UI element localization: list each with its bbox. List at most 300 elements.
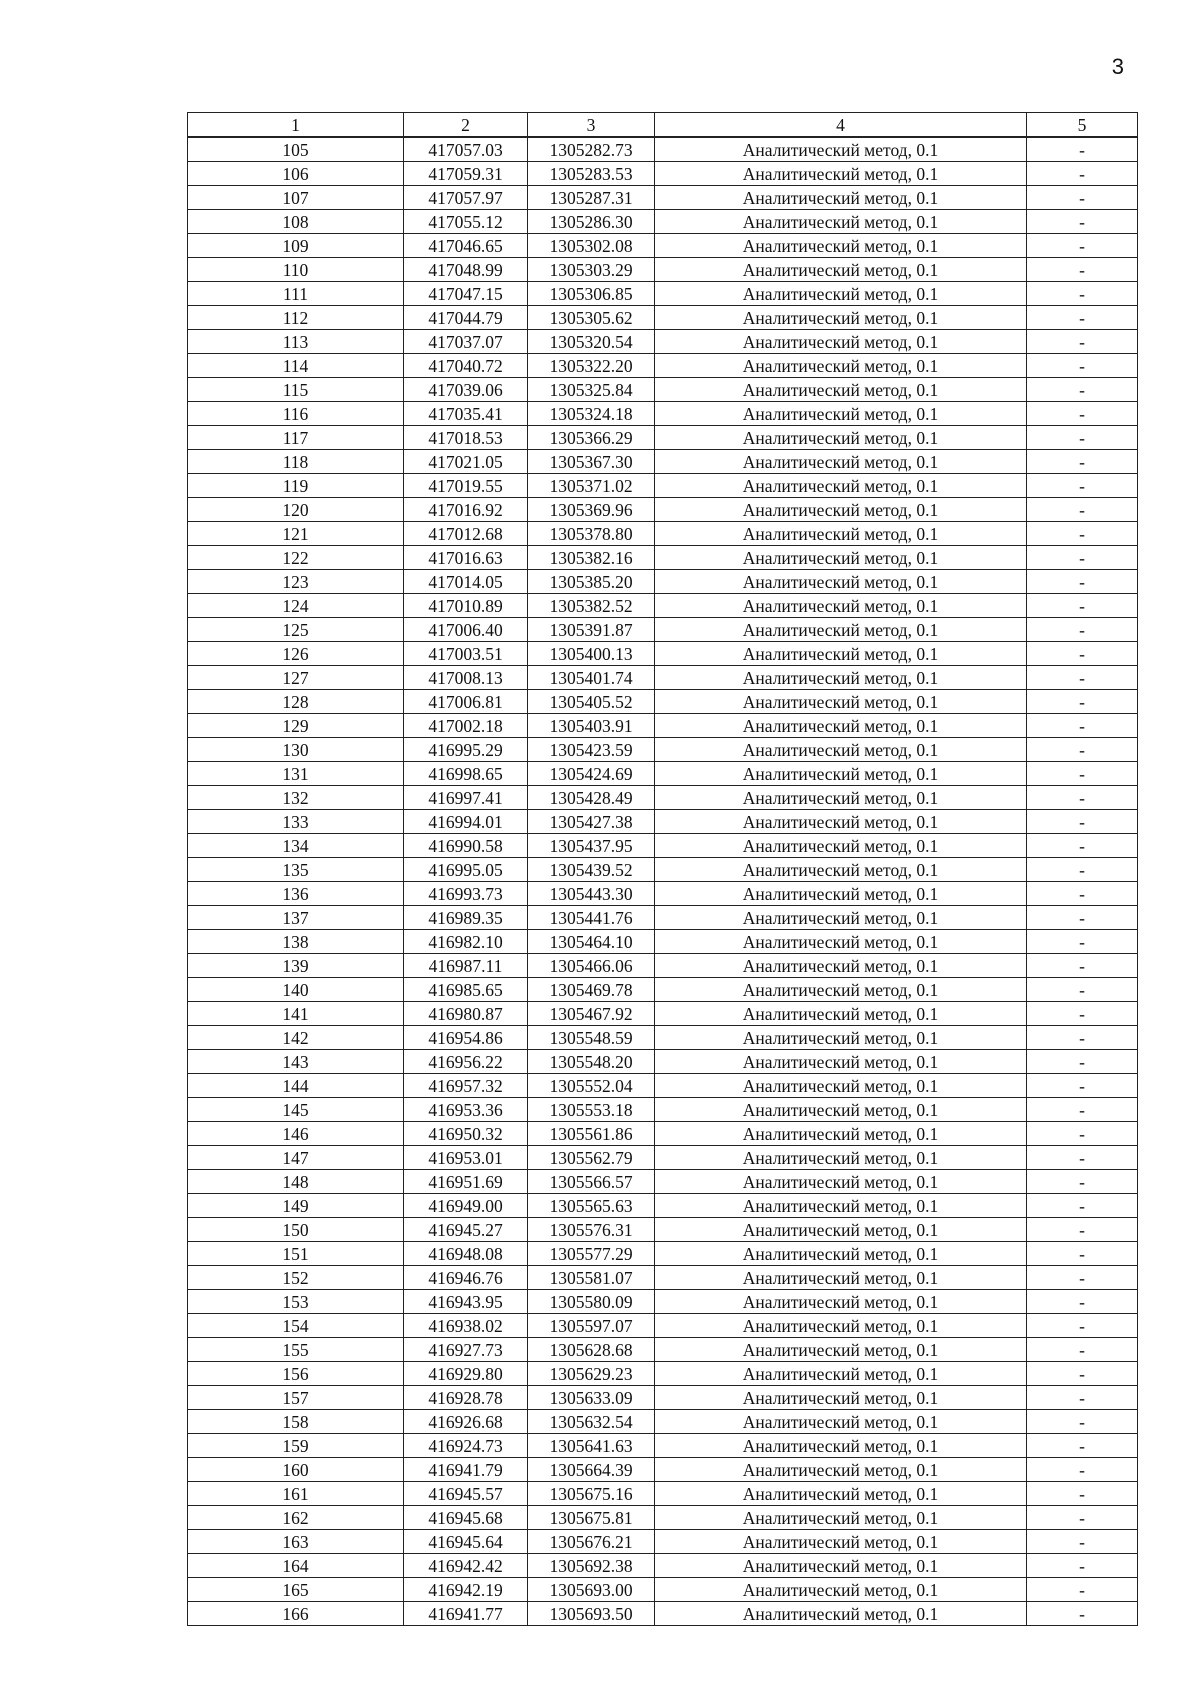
x-coordinate-cell: 417006.40 <box>404 618 528 642</box>
table-row <box>188 1266 1138 1290</box>
point-number-cell: 123 <box>188 570 404 594</box>
method-cell: Аналитический метод, 0.1 <box>655 258 1027 282</box>
point-number-cell: 124 <box>188 594 404 618</box>
point-number-cell: 136 <box>188 882 404 906</box>
method-cell: Аналитический метод, 0.1 <box>655 498 1027 522</box>
note-cell: - <box>1027 1386 1138 1410</box>
y-coordinate-cell: 1305443.30 <box>528 882 655 906</box>
point-number-cell: 137 <box>188 906 404 930</box>
point-number-cell: 146 <box>188 1122 404 1146</box>
table-row <box>188 258 1138 282</box>
note-cell: - <box>1027 1506 1138 1530</box>
y-coordinate-cell: 1305641.63 <box>528 1434 655 1458</box>
note-cell: - <box>1027 1218 1138 1242</box>
method-cell: Аналитический метод, 0.1 <box>655 1050 1027 1074</box>
y-coordinate-cell: 1305675.16 <box>528 1482 655 1506</box>
method-cell: Аналитический метод, 0.1 <box>655 1170 1027 1194</box>
point-number-cell: 149 <box>188 1194 404 1218</box>
point-number-cell: 143 <box>188 1050 404 1074</box>
table-row <box>188 1362 1138 1386</box>
x-coordinate-cell: 416995.29 <box>404 738 528 762</box>
table-row <box>188 1482 1138 1506</box>
point-number-cell: 156 <box>188 1362 404 1386</box>
y-coordinate-cell: 1305369.96 <box>528 498 655 522</box>
table-row <box>188 306 1138 330</box>
point-number-cell: 109 <box>188 234 404 258</box>
y-coordinate-cell: 1305385.20 <box>528 570 655 594</box>
note-cell: - <box>1027 498 1138 522</box>
note-cell: - <box>1027 162 1138 186</box>
point-number-cell: 155 <box>188 1338 404 1362</box>
note-cell: - <box>1027 137 1138 162</box>
method-cell: Аналитический метод, 0.1 <box>655 594 1027 618</box>
point-number-cell: 112 <box>188 306 404 330</box>
point-number-cell: 150 <box>188 1218 404 1242</box>
method-cell: Аналитический метод, 0.1 <box>655 786 1027 810</box>
y-coordinate-cell: 1305664.39 <box>528 1458 655 1482</box>
note-cell: - <box>1027 450 1138 474</box>
x-coordinate-cell: 417046.65 <box>404 234 528 258</box>
method-cell: Аналитический метод, 0.1 <box>655 522 1027 546</box>
x-coordinate-cell: 416980.87 <box>404 1002 528 1026</box>
table-row <box>188 1242 1138 1266</box>
x-coordinate-cell: 417047.15 <box>404 282 528 306</box>
point-number-cell: 125 <box>188 618 404 642</box>
header-row <box>188 113 1138 138</box>
y-coordinate-cell: 1305466.06 <box>528 954 655 978</box>
point-number-cell: 108 <box>188 210 404 234</box>
x-coordinate-cell: 416956.22 <box>404 1050 528 1074</box>
x-coordinate-cell: 417040.72 <box>404 354 528 378</box>
x-coordinate-cell: 416943.95 <box>404 1290 528 1314</box>
table-row <box>188 498 1138 522</box>
y-coordinate-cell: 1305287.31 <box>528 186 655 210</box>
table-row <box>188 522 1138 546</box>
method-cell: Аналитический метод, 0.1 <box>655 930 1027 954</box>
table-row <box>188 1026 1138 1050</box>
method-cell: Аналитический метод, 0.1 <box>655 1386 1027 1410</box>
y-coordinate-cell: 1305366.29 <box>528 426 655 450</box>
note-cell: - <box>1027 234 1138 258</box>
y-coordinate-cell: 1305324.18 <box>528 402 655 426</box>
table-row <box>188 882 1138 906</box>
x-coordinate-cell: 417037.07 <box>404 330 528 354</box>
page-number: 3 <box>1111 54 1124 79</box>
x-coordinate-cell: 417010.89 <box>404 594 528 618</box>
note-cell: - <box>1027 210 1138 234</box>
y-coordinate-cell: 1305553.18 <box>528 1098 655 1122</box>
method-cell: Аналитический метод, 0.1 <box>655 714 1027 738</box>
note-cell: - <box>1027 1050 1138 1074</box>
point-number-cell: 148 <box>188 1170 404 1194</box>
x-coordinate-cell: 417057.97 <box>404 186 528 210</box>
x-coordinate-cell: 416998.65 <box>404 762 528 786</box>
x-coordinate-cell: 417021.05 <box>404 450 528 474</box>
point-number-cell: 138 <box>188 930 404 954</box>
point-number-cell: 119 <box>188 474 404 498</box>
table-row <box>188 570 1138 594</box>
point-number-cell: 114 <box>188 354 404 378</box>
note-cell: - <box>1027 594 1138 618</box>
method-cell: Аналитический метод, 0.1 <box>655 1290 1027 1314</box>
method-cell: Аналитический метод, 0.1 <box>655 282 1027 306</box>
column-header-5: 5 <box>1027 113 1138 138</box>
table-row <box>188 1290 1138 1314</box>
note-cell: - <box>1027 786 1138 810</box>
method-cell: Аналитический метод, 0.1 <box>655 1506 1027 1530</box>
column-header-3: 3 <box>528 113 655 138</box>
y-coordinate-cell: 1305437.95 <box>528 834 655 858</box>
y-coordinate-cell: 1305576.31 <box>528 1218 655 1242</box>
method-cell: Аналитический метод, 0.1 <box>655 1002 1027 1026</box>
method-cell: Аналитический метод, 0.1 <box>655 1578 1027 1602</box>
note-cell: - <box>1027 1554 1138 1578</box>
note-cell: - <box>1027 1170 1138 1194</box>
note-cell: - <box>1027 1074 1138 1098</box>
method-cell: Аналитический метод, 0.1 <box>655 378 1027 402</box>
method-cell: Аналитический метод, 0.1 <box>655 426 1027 450</box>
table-row <box>188 618 1138 642</box>
column-header-2: 2 <box>404 113 528 138</box>
table-row <box>188 1122 1138 1146</box>
y-coordinate-cell: 1305580.09 <box>528 1290 655 1314</box>
y-coordinate-cell: 1305552.04 <box>528 1074 655 1098</box>
x-coordinate-cell: 417048.99 <box>404 258 528 282</box>
x-coordinate-cell: 416945.57 <box>404 1482 528 1506</box>
point-number-cell: 105 <box>188 137 404 162</box>
note-cell: - <box>1027 930 1138 954</box>
note-cell: - <box>1027 834 1138 858</box>
y-coordinate-cell: 1305675.81 <box>528 1506 655 1530</box>
point-number-cell: 158 <box>188 1410 404 1434</box>
point-number-cell: 134 <box>188 834 404 858</box>
y-coordinate-cell: 1305632.54 <box>528 1410 655 1434</box>
x-coordinate-cell: 416950.32 <box>404 1122 528 1146</box>
note-cell: - <box>1027 1410 1138 1434</box>
coordinates-table <box>187 112 1138 1626</box>
x-coordinate-cell: 416929.80 <box>404 1362 528 1386</box>
x-coordinate-cell: 416987.11 <box>404 954 528 978</box>
table-row <box>188 402 1138 426</box>
x-coordinate-cell: 416949.00 <box>404 1194 528 1218</box>
y-coordinate-cell: 1305439.52 <box>528 858 655 882</box>
y-coordinate-cell: 1305548.59 <box>528 1026 655 1050</box>
x-coordinate-cell: 417018.53 <box>404 426 528 450</box>
y-coordinate-cell: 1305401.74 <box>528 666 655 690</box>
method-cell: Аналитический метод, 0.1 <box>655 1026 1027 1050</box>
x-coordinate-cell: 417059.31 <box>404 162 528 186</box>
method-cell: Аналитический метод, 0.1 <box>655 738 1027 762</box>
table-row <box>188 1530 1138 1554</box>
point-number-cell: 121 <box>188 522 404 546</box>
note-cell: - <box>1027 1578 1138 1602</box>
x-coordinate-cell: 416938.02 <box>404 1314 528 1338</box>
method-cell: Аналитический метод, 0.1 <box>655 858 1027 882</box>
y-coordinate-cell: 1305467.92 <box>528 1002 655 1026</box>
table-row <box>188 1410 1138 1434</box>
method-cell: Аналитический метод, 0.1 <box>655 1362 1027 1386</box>
method-cell: Аналитический метод, 0.1 <box>655 642 1027 666</box>
note-cell: - <box>1027 738 1138 762</box>
table-row <box>188 1554 1138 1578</box>
method-cell: Аналитический метод, 0.1 <box>655 1242 1027 1266</box>
table-row <box>188 354 1138 378</box>
method-cell: Аналитический метод, 0.1 <box>655 1314 1027 1338</box>
note-cell: - <box>1027 810 1138 834</box>
method-cell: Аналитический метод, 0.1 <box>655 906 1027 930</box>
note-cell: - <box>1027 1122 1138 1146</box>
note-cell: - <box>1027 906 1138 930</box>
x-coordinate-cell: 417014.05 <box>404 570 528 594</box>
method-cell: Аналитический метод, 0.1 <box>655 1458 1027 1482</box>
table-row <box>188 1434 1138 1458</box>
y-coordinate-cell: 1305403.91 <box>528 714 655 738</box>
point-number-cell: 153 <box>188 1290 404 1314</box>
note-cell: - <box>1027 978 1138 1002</box>
table-row <box>188 1146 1138 1170</box>
method-cell: Аналитический метод, 0.1 <box>655 1218 1027 1242</box>
y-coordinate-cell: 1305282.73 <box>528 137 655 162</box>
y-coordinate-cell: 1305423.59 <box>528 738 655 762</box>
x-coordinate-cell: 416941.79 <box>404 1458 528 1482</box>
x-coordinate-cell: 416994.01 <box>404 810 528 834</box>
table-row <box>188 738 1138 762</box>
point-number-cell: 113 <box>188 330 404 354</box>
point-number-cell: 117 <box>188 426 404 450</box>
table-row <box>188 330 1138 354</box>
table-row <box>188 930 1138 954</box>
method-cell: Аналитический метод, 0.1 <box>655 1098 1027 1122</box>
table-row <box>188 474 1138 498</box>
note-cell: - <box>1027 1338 1138 1362</box>
y-coordinate-cell: 1305303.29 <box>528 258 655 282</box>
note-cell: - <box>1027 1242 1138 1266</box>
note-cell: - <box>1027 1194 1138 1218</box>
method-cell: Аналитический метод, 0.1 <box>655 1410 1027 1434</box>
point-number-cell: 131 <box>188 762 404 786</box>
x-coordinate-cell: 417035.41 <box>404 402 528 426</box>
note-cell: - <box>1027 690 1138 714</box>
method-cell: Аналитический метод, 0.1 <box>655 1434 1027 1458</box>
note-cell: - <box>1027 426 1138 450</box>
note-cell: - <box>1027 282 1138 306</box>
y-coordinate-cell: 1305325.84 <box>528 378 655 402</box>
x-coordinate-cell: 416985.65 <box>404 978 528 1002</box>
x-coordinate-cell: 416993.73 <box>404 882 528 906</box>
note-cell: - <box>1027 1146 1138 1170</box>
method-cell: Аналитический метод, 0.1 <box>655 1602 1027 1626</box>
x-coordinate-cell: 416945.64 <box>404 1530 528 1554</box>
method-cell: Аналитический метод, 0.1 <box>655 882 1027 906</box>
table-row <box>188 1386 1138 1410</box>
note-cell: - <box>1027 858 1138 882</box>
x-coordinate-cell: 417006.81 <box>404 690 528 714</box>
x-coordinate-cell: 416942.19 <box>404 1578 528 1602</box>
y-coordinate-cell: 1305562.79 <box>528 1146 655 1170</box>
note-cell: - <box>1027 522 1138 546</box>
method-cell: Аналитический метод, 0.1 <box>655 1554 1027 1578</box>
table-row <box>188 786 1138 810</box>
table-row <box>188 282 1138 306</box>
note-cell: - <box>1027 354 1138 378</box>
method-cell: Аналитический метод, 0.1 <box>655 1146 1027 1170</box>
method-cell: Аналитический метод, 0.1 <box>655 570 1027 594</box>
table-row <box>188 906 1138 930</box>
point-number-cell: 122 <box>188 546 404 570</box>
y-coordinate-cell: 1305628.68 <box>528 1338 655 1362</box>
method-cell: Аналитический метод, 0.1 <box>655 1074 1027 1098</box>
y-coordinate-cell: 1305371.02 <box>528 474 655 498</box>
x-coordinate-cell: 416928.78 <box>404 1386 528 1410</box>
table-row <box>188 1506 1138 1530</box>
point-number-cell: 163 <box>188 1530 404 1554</box>
point-number-cell: 162 <box>188 1506 404 1530</box>
method-cell: Аналитический метод, 0.1 <box>655 210 1027 234</box>
note-cell: - <box>1027 762 1138 786</box>
x-coordinate-cell: 416946.76 <box>404 1266 528 1290</box>
y-coordinate-cell: 1305693.50 <box>528 1602 655 1626</box>
method-cell: Аналитический метод, 0.1 <box>655 450 1027 474</box>
note-cell: - <box>1027 1290 1138 1314</box>
method-cell: Аналитический метод, 0.1 <box>655 762 1027 786</box>
x-coordinate-cell: 417039.06 <box>404 378 528 402</box>
x-coordinate-cell: 417019.55 <box>404 474 528 498</box>
table-row <box>188 810 1138 834</box>
point-number-cell: 107 <box>188 186 404 210</box>
x-coordinate-cell: 416951.69 <box>404 1170 528 1194</box>
y-coordinate-cell: 1305427.38 <box>528 810 655 834</box>
y-coordinate-cell: 1305391.87 <box>528 618 655 642</box>
table-row <box>188 1074 1138 1098</box>
x-coordinate-cell: 416948.08 <box>404 1242 528 1266</box>
y-coordinate-cell: 1305597.07 <box>528 1314 655 1338</box>
y-coordinate-cell: 1305581.07 <box>528 1266 655 1290</box>
x-coordinate-cell: 416953.01 <box>404 1146 528 1170</box>
table-row <box>188 162 1138 186</box>
point-number-cell: 165 <box>188 1578 404 1602</box>
note-cell: - <box>1027 330 1138 354</box>
x-coordinate-cell: 416926.68 <box>404 1410 528 1434</box>
x-coordinate-cell: 417016.92 <box>404 498 528 522</box>
note-cell: - <box>1027 1362 1138 1386</box>
note-cell: - <box>1027 618 1138 642</box>
x-coordinate-cell: 416982.10 <box>404 930 528 954</box>
table-row <box>188 858 1138 882</box>
note-cell: - <box>1027 1266 1138 1290</box>
note-cell: - <box>1027 474 1138 498</box>
y-coordinate-cell: 1305561.86 <box>528 1122 655 1146</box>
column-header-1: 1 <box>188 113 404 138</box>
point-number-cell: 139 <box>188 954 404 978</box>
table-row <box>188 1218 1138 1242</box>
table-row <box>188 834 1138 858</box>
x-coordinate-cell: 416945.27 <box>404 1218 528 1242</box>
y-coordinate-cell: 1305322.20 <box>528 354 655 378</box>
point-number-cell: 141 <box>188 1002 404 1026</box>
y-coordinate-cell: 1305424.69 <box>528 762 655 786</box>
note-cell: - <box>1027 1002 1138 1026</box>
point-number-cell: 164 <box>188 1554 404 1578</box>
point-number-cell: 157 <box>188 1386 404 1410</box>
y-coordinate-cell: 1305382.52 <box>528 594 655 618</box>
table-row <box>188 1314 1138 1338</box>
table-row <box>188 1458 1138 1482</box>
table-row <box>188 426 1138 450</box>
x-coordinate-cell: 416989.35 <box>404 906 528 930</box>
point-number-cell: 115 <box>188 378 404 402</box>
x-coordinate-cell: 416942.42 <box>404 1554 528 1578</box>
method-cell: Аналитический метод, 0.1 <box>655 1194 1027 1218</box>
table-row <box>188 378 1138 402</box>
table-row <box>188 1098 1138 1122</box>
note-cell: - <box>1027 1602 1138 1626</box>
point-number-cell: 132 <box>188 786 404 810</box>
y-coordinate-cell: 1305306.85 <box>528 282 655 306</box>
method-cell: Аналитический метод, 0.1 <box>655 354 1027 378</box>
x-coordinate-cell: 416924.73 <box>404 1434 528 1458</box>
x-coordinate-cell: 417044.79 <box>404 306 528 330</box>
method-cell: Аналитический метод, 0.1 <box>655 186 1027 210</box>
table-header <box>188 113 1138 138</box>
table-row <box>188 714 1138 738</box>
note-cell: - <box>1027 882 1138 906</box>
point-number-cell: 129 <box>188 714 404 738</box>
table-row <box>188 762 1138 786</box>
note-cell: - <box>1027 1026 1138 1050</box>
point-number-cell: 120 <box>188 498 404 522</box>
point-number-cell: 142 <box>188 1026 404 1050</box>
method-cell: Аналитический метод, 0.1 <box>655 546 1027 570</box>
x-coordinate-cell: 417002.18 <box>404 714 528 738</box>
note-cell: - <box>1027 258 1138 282</box>
column-header-4: 4 <box>655 113 1027 138</box>
table-row <box>188 642 1138 666</box>
table-row <box>188 594 1138 618</box>
y-coordinate-cell: 1305400.13 <box>528 642 655 666</box>
table-row <box>188 1602 1138 1626</box>
note-cell: - <box>1027 1458 1138 1482</box>
x-coordinate-cell: 417016.63 <box>404 546 528 570</box>
table-row <box>188 450 1138 474</box>
point-number-cell: 110 <box>188 258 404 282</box>
x-coordinate-cell: 417012.68 <box>404 522 528 546</box>
x-coordinate-cell: 416927.73 <box>404 1338 528 1362</box>
y-coordinate-cell: 1305565.63 <box>528 1194 655 1218</box>
note-cell: - <box>1027 570 1138 594</box>
point-number-cell: 161 <box>188 1482 404 1506</box>
y-coordinate-cell: 1305286.30 <box>528 210 655 234</box>
point-number-cell: 133 <box>188 810 404 834</box>
note-cell: - <box>1027 666 1138 690</box>
point-number-cell: 116 <box>188 402 404 426</box>
point-number-cell: 140 <box>188 978 404 1002</box>
table-row <box>188 690 1138 714</box>
method-cell: Аналитический метод, 0.1 <box>655 137 1027 162</box>
method-cell: Аналитический метод, 0.1 <box>655 306 1027 330</box>
x-coordinate-cell: 416990.58 <box>404 834 528 858</box>
y-coordinate-cell: 1305382.16 <box>528 546 655 570</box>
table-row <box>188 1578 1138 1602</box>
y-coordinate-cell: 1305367.30 <box>528 450 655 474</box>
point-number-cell: 160 <box>188 1458 404 1482</box>
table-row <box>188 210 1138 234</box>
method-cell: Аналитический метод, 0.1 <box>655 834 1027 858</box>
note-cell: - <box>1027 1314 1138 1338</box>
point-number-cell: 145 <box>188 1098 404 1122</box>
x-coordinate-cell: 417057.03 <box>404 137 528 162</box>
y-coordinate-cell: 1305441.76 <box>528 906 655 930</box>
y-coordinate-cell: 1305464.10 <box>528 930 655 954</box>
